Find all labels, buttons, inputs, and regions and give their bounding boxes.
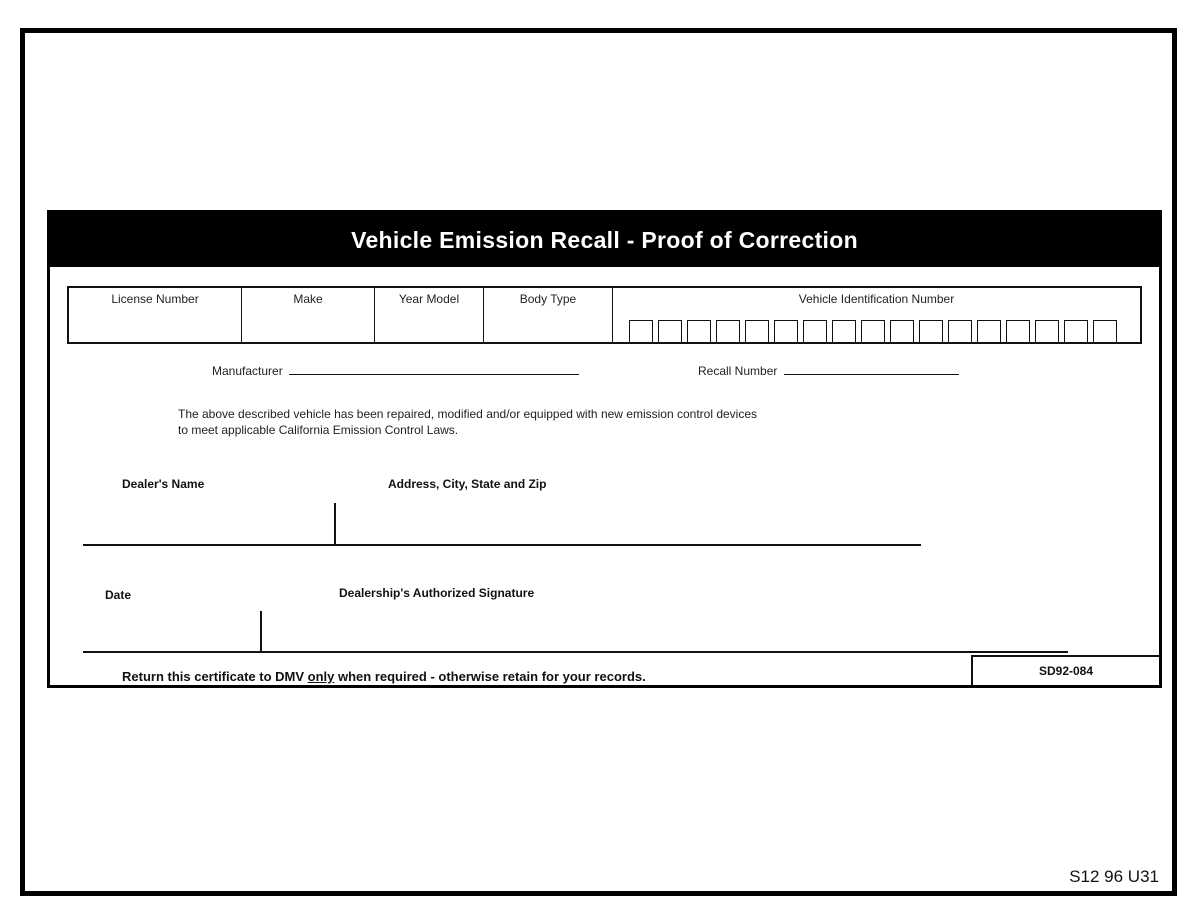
vin-character-box <box>716 320 740 344</box>
vin-character-box <box>948 320 972 344</box>
footer-emphasis: only <box>307 669 335 684</box>
vin-character-box <box>1093 320 1117 344</box>
manufacturer-line <box>289 373 579 375</box>
vin-character-box <box>629 320 653 344</box>
make-cell <box>242 288 375 342</box>
vin-character-box <box>774 320 798 344</box>
figure-code: S12 96 U31 <box>1069 867 1159 886</box>
license-number-label: License Number <box>111 292 199 306</box>
vehicle-info-table <box>67 286 1142 344</box>
vin-label: Vehicle Identification Number <box>798 292 955 306</box>
signature-line <box>83 651 1068 653</box>
vin-boxes <box>629 320 1117 344</box>
vin-character-box <box>803 320 827 344</box>
form-title: Vehicle Emission Recall - Proof of Correction <box>50 213 1159 267</box>
address-label: Address, City, State and Zip <box>388 477 547 491</box>
body-type-cell <box>484 288 613 342</box>
year-model-cell <box>375 288 484 342</box>
statement-line-1: The above described vehicle has been repaired, modified and/or equipped with new emission control devices <box>178 407 758 421</box>
manufacturer-label: Manufacturer <box>212 364 283 378</box>
vin-character-box <box>687 320 711 344</box>
vin-character-box <box>745 320 769 344</box>
recall-form <box>47 210 1162 688</box>
vin-character-box <box>832 320 856 344</box>
vin-character-box <box>658 320 682 344</box>
vin-character-box <box>861 320 885 344</box>
certification-statement <box>178 406 1078 438</box>
vin-cell <box>613 288 1140 342</box>
footer-text-start: Return this certificate to DMV <box>122 669 308 684</box>
return-instructions <box>122 669 646 684</box>
date-divider <box>260 611 262 652</box>
body-type-label: Body Type <box>519 292 577 306</box>
dealer-name-label: Dealer's Name <box>122 477 205 491</box>
statement-line-2: to meet applicable California Emission Control Laws. <box>178 423 459 437</box>
year-model-label: Year Model <box>398 292 460 306</box>
dealer-line <box>83 544 921 546</box>
make-label: Make <box>293 292 323 306</box>
vin-character-box <box>977 320 1001 344</box>
license-number-cell <box>69 288 242 342</box>
form-code-box <box>971 655 1159 685</box>
recall-number-field <box>698 364 959 378</box>
dealer-divider <box>334 503 336 545</box>
vin-character-box <box>1035 320 1059 344</box>
recall-number-label: Recall Number <box>698 364 778 378</box>
vin-character-box <box>890 320 914 344</box>
recall-number-line <box>784 373 959 375</box>
vin-character-box <box>1064 320 1088 344</box>
form-code: SD92-084 <box>1038 664 1094 678</box>
manufacturer-field <box>212 364 579 378</box>
footer-text-end: when required - otherwise retain for your records. <box>334 669 646 684</box>
vin-character-box <box>1006 320 1030 344</box>
vin-character-box <box>919 320 943 344</box>
signature-label: Dealership's Authorized Signature <box>339 586 535 600</box>
date-label: Date <box>105 588 132 602</box>
